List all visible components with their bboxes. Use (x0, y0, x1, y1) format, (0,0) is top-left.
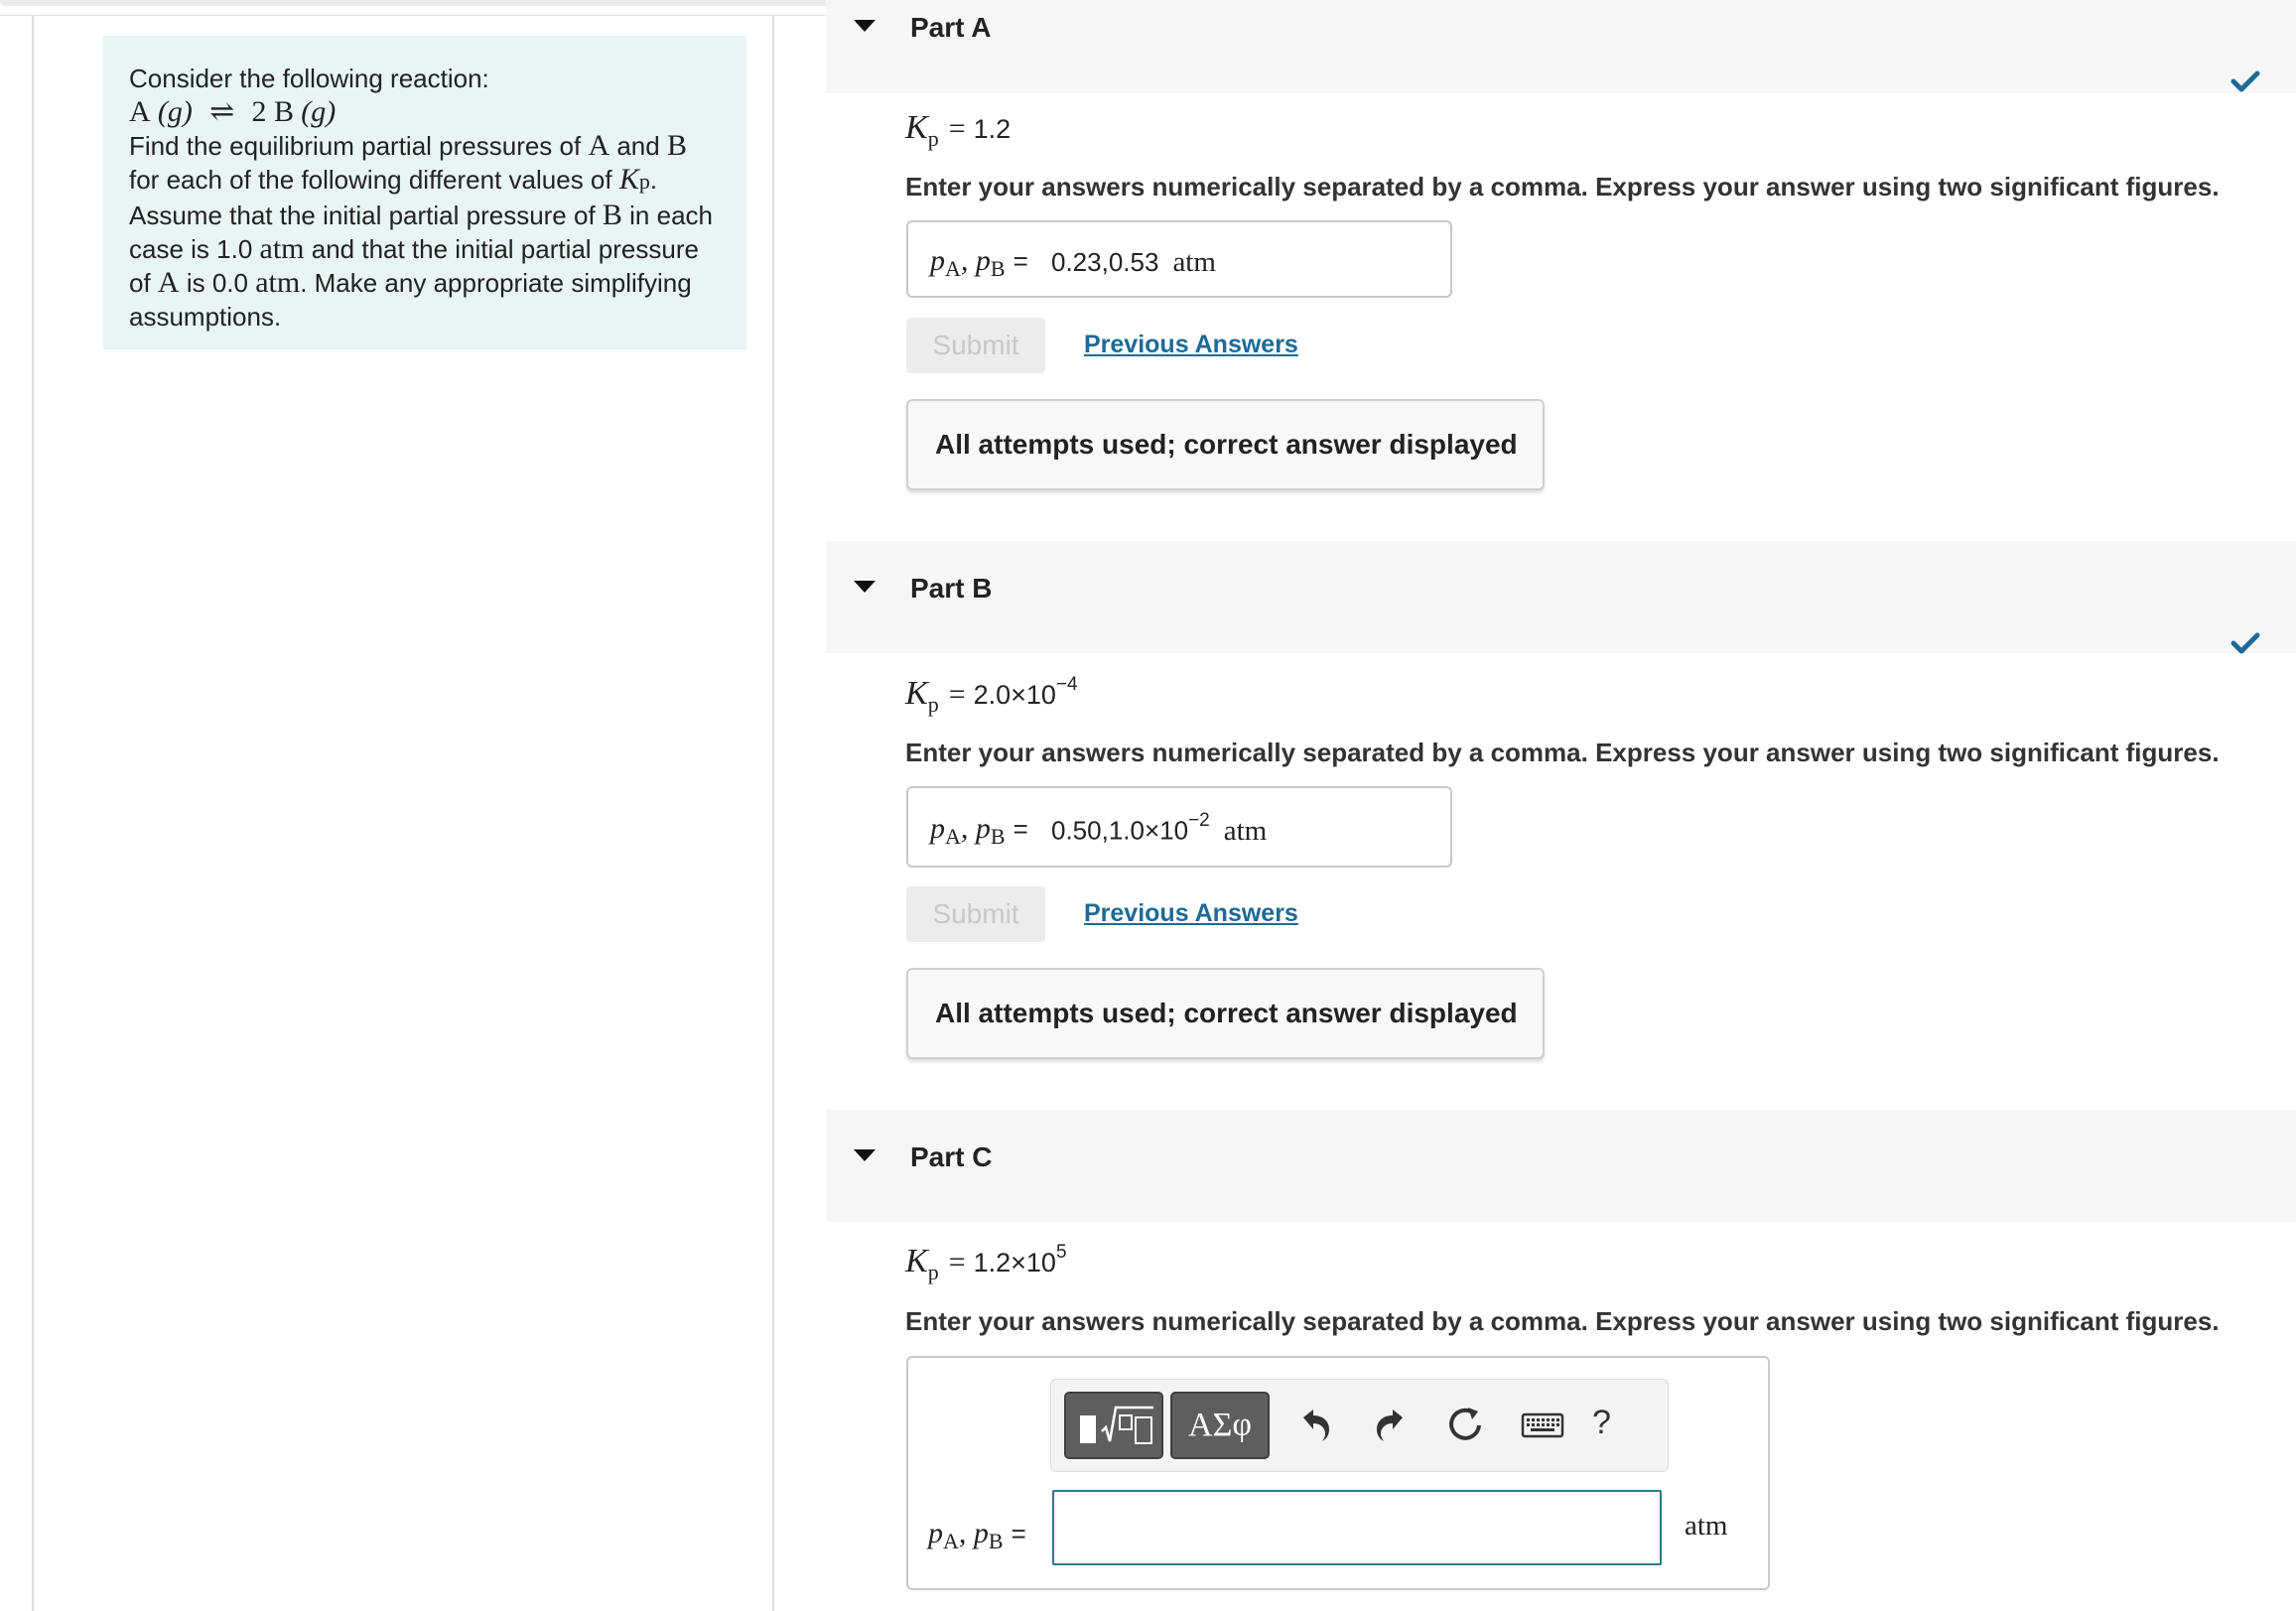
reaction-equation: A (g) ⇌ 2 B (g) (129, 95, 337, 128)
part-c-answer-label: $p_A$, $p_B$ = (928, 1517, 1026, 1553)
part-a-answer-field: $p_A$, $p_B$ = 0.23,0.53 atm (906, 220, 1452, 298)
unit-label: atm (1685, 1510, 1728, 1542)
part-b-instructions: Enter your answers numerically separated by a comma. Express your answer using two significant figures. (905, 738, 2220, 767)
math-toolbar (1050, 1379, 1669, 1472)
part-a-answer-value: 0.23,0.53 (1051, 247, 1159, 277)
collapse-triangle-icon[interactable] (854, 20, 876, 32)
part-a-feedback: All attempts used; correct answer displayed (906, 399, 1545, 490)
part-b-answer-field: $p_A$, $p_B$ = $0.50,1.0\times 10^{-2}$ atm (906, 786, 1452, 868)
problem-line: for each of the following different values of Kp. (129, 163, 658, 196)
column-divider (772, 15, 774, 1611)
templates-icon (1066, 1394, 1165, 1457)
problem-line: of A is 0.0 atm. Make any appropriate simplifying (129, 266, 692, 299)
problem-line: assumptions. (129, 302, 282, 332)
part-b-title: Part B (910, 573, 993, 604)
part-a-submit-button: Submit (906, 318, 1045, 373)
problem-line: case is 1.0 atm and that the initial partial pressure (129, 232, 699, 265)
templates-button[interactable] (1064, 1392, 1163, 1459)
reset-icon[interactable] (1440, 1400, 1490, 1449)
part-a-previous-answers-link[interactable]: Previous Answers (1084, 331, 1298, 358)
part-b-previous-answers-link[interactable]: Previous Answers (1084, 899, 1298, 927)
left-border (32, 15, 34, 1611)
part-b-submit-button: Submit (906, 886, 1045, 942)
part-a-instructions: Enter your answers numerically separated by a comma. Express your answer using two significant figures. (905, 172, 2220, 201)
part-b-feedback: All attempts used; correct answer displayed (906, 968, 1545, 1059)
part-b-answer-value: 0.50,1.0×10 (1051, 815, 1189, 846)
unit-label: atm (1172, 246, 1216, 278)
check-icon (2230, 631, 2260, 655)
keyboard-icon[interactable] (1518, 1400, 1567, 1449)
redo-icon[interactable] (1367, 1400, 1417, 1449)
problem-statement (103, 36, 746, 349)
part-c-answer-editor (906, 1356, 1770, 1590)
problem-line: Assume that the initial partial pressure of B in each (129, 199, 713, 231)
part-c-instructions: Enter your answers numerically separated by a comma. Express your answer using two significant figures. (905, 1306, 2220, 1336)
collapse-triangle-icon[interactable] (854, 1149, 876, 1161)
part-c-answer-input[interactable] (1052, 1490, 1662, 1565)
part-c-title: Part C (910, 1141, 993, 1172)
undo-icon[interactable] (1289, 1400, 1339, 1449)
part-b-header[interactable] (826, 541, 2296, 653)
symbols-button[interactable]: ΑΣφ (1170, 1392, 1270, 1459)
problem-intro: Consider the following reaction: (129, 64, 489, 93)
part-a-header[interactable] (826, 0, 2296, 93)
help-button[interactable]: ? (1592, 1404, 1611, 1441)
part-a-title: Part A (910, 12, 992, 43)
check-icon (2230, 69, 2260, 93)
part-c-kp: $K_p = 1.2\times 10^5$ (905, 1242, 1067, 1284)
part-c-header[interactable] (826, 1110, 2296, 1222)
part-b-kp: $K_p = 2.0\times 10^{-4}$ (905, 674, 1078, 717)
collapse-triangle-icon[interactable] (854, 581, 876, 593)
part-a-kp: $K_p = 1.2$ (905, 109, 1012, 151)
unit-label: atm (1223, 814, 1268, 847)
problem-line: Find the equilibrium partial pressures of A and B (129, 129, 687, 162)
